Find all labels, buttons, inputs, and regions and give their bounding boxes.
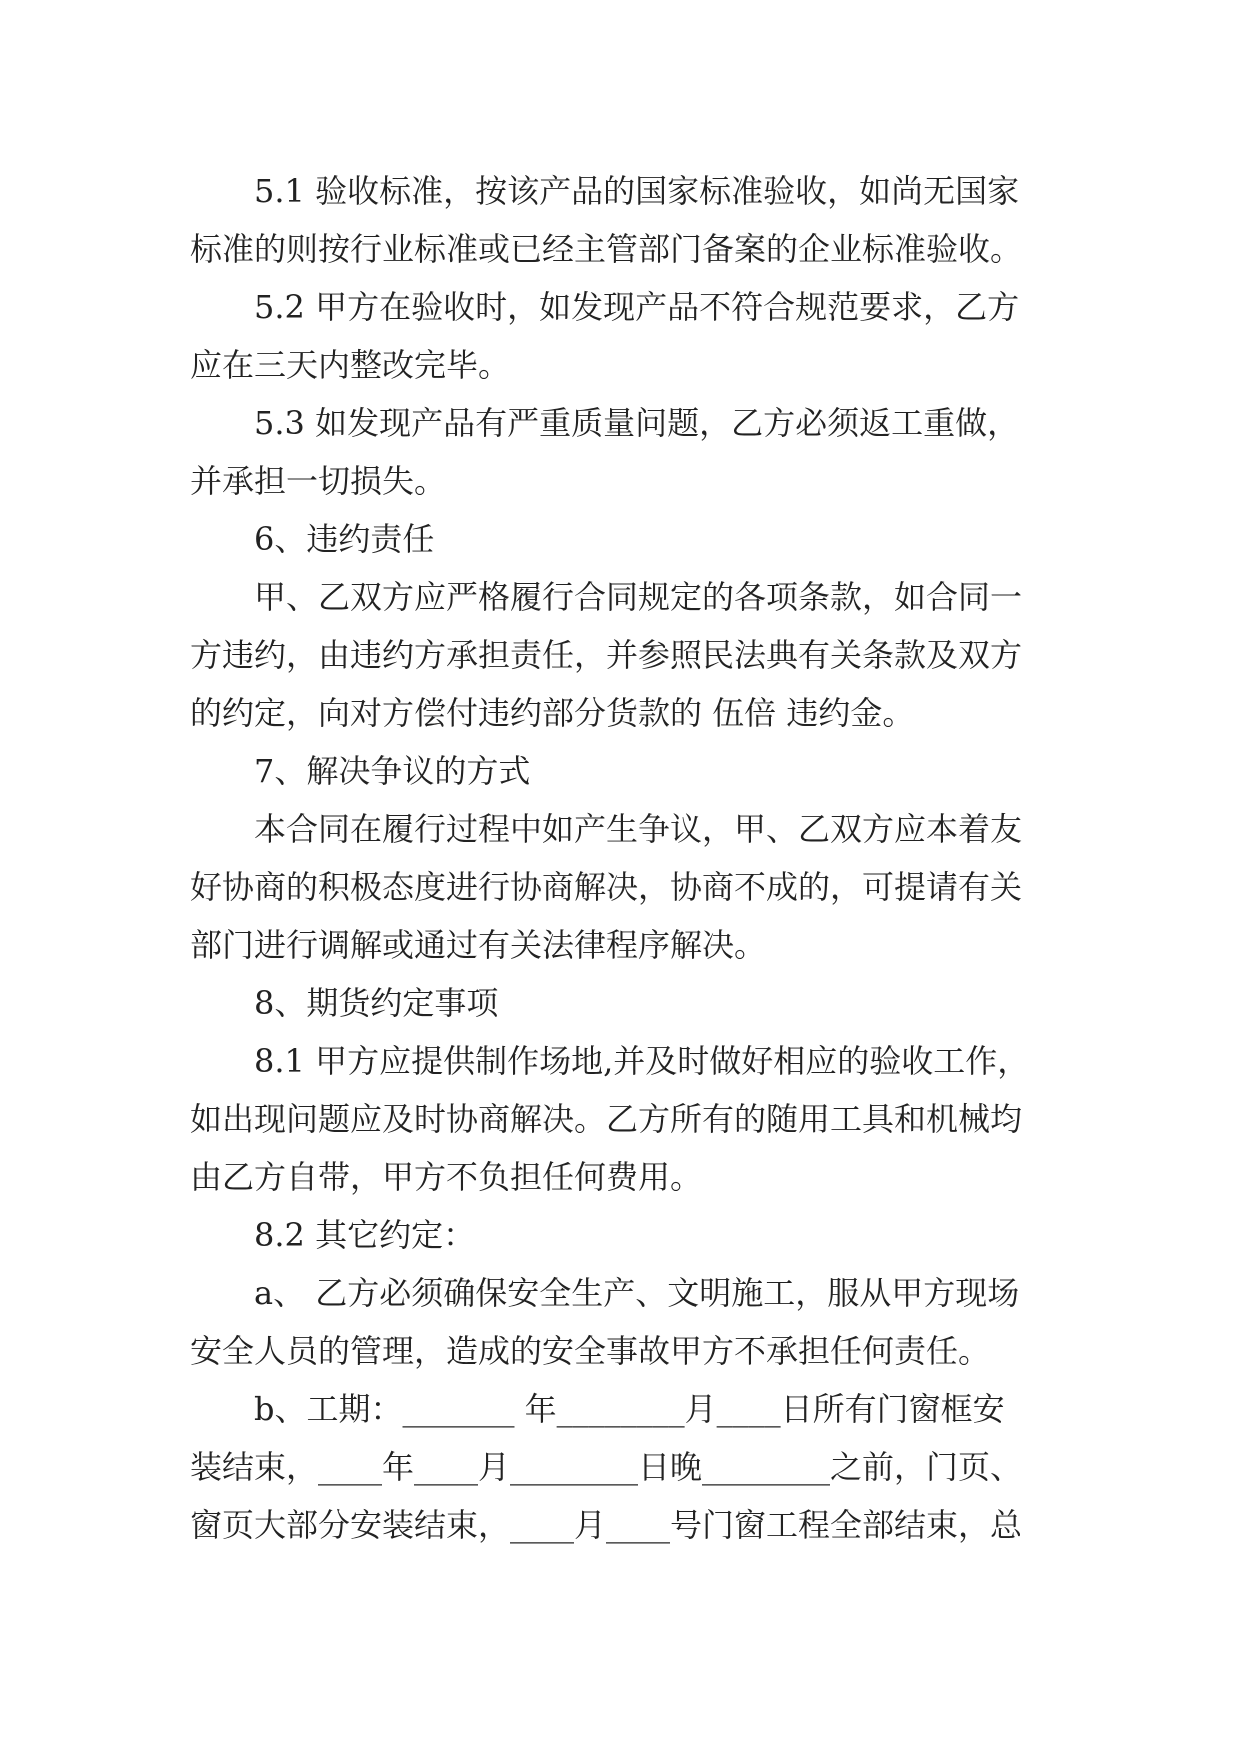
item-a-line-1: a、 乙方必须确保安全生产、文明施工，服从甲方现场 [254, 1274, 1020, 1312]
clause-5-3-line-1: 5.3 如发现产品有严重质量问题，乙方必须返工重做， [254, 404, 1020, 442]
clause-8-1-line-2: 如出现问题应及时协商解决。乙方所有的随用工具和机械均 [190, 1100, 1023, 1138]
clause-5-1-line-2: 标准的则按行业标准或已经主管部门备案的企业标准验收。 [190, 230, 1023, 268]
clause-8-1-line-1: 8.1 甲方应提供制作场地,并及时做好相应的验收工作， [254, 1042, 1030, 1080]
section-7-line-1: 本合同在履行过程中如产生争议，甲、乙双方应本着友 [254, 810, 1023, 848]
section-7-line-3: 部门进行调解或通过有关法律程序解决。 [190, 926, 767, 964]
clause-5-3-line-2: 并承担一切损失。 [190, 462, 447, 500]
section-6-line-3: 的约定，向对方偿付违约部分货款的 伍倍 违约金。 [190, 694, 915, 732]
section-6-line-2: 方违约，由违约方承担责任，并参照民法典有关条款及双方 [190, 636, 1023, 674]
clause-5-2-line-2: 应在三天内整改完毕。 [190, 346, 511, 384]
item-b-line-2: 装结束，____年____月________日晚________之前，门页、 [190, 1448, 1023, 1486]
clause-5-1-line-1: 5.1 验收标准，按该产品的国家标准验收，如尚无国家 [254, 172, 1020, 210]
section-7-heading: 7、解决争议的方式 [254, 752, 531, 790]
item-b-line-1: b、工期：_______ 年________月____日所有门窗框安 [254, 1390, 1005, 1428]
item-a-line-2: 安全人员的管理，造成的安全事故甲方不承担任何责任。 [190, 1332, 991, 1370]
clause-8-1-line-3: 由乙方自带，甲方不负担任何费用。 [190, 1158, 703, 1196]
section-6-heading: 6、违约责任 [254, 520, 435, 558]
clause-8-2-heading: 8.2 其它约定： [254, 1216, 476, 1254]
clause-5-2-line-1: 5.2 甲方在验收时，如发现产品不符合规范要求，乙方 [254, 288, 1020, 326]
item-b-line-3: 窗页大部分安装结束，____月____号门窗工程全部结束，总 [190, 1506, 1023, 1544]
section-8-heading: 8、期货约定事项 [254, 984, 499, 1022]
section-6-line-1: 甲、乙双方应严格履行合同规定的各项条款，如合同一 [254, 578, 1023, 616]
document-body [190, 162, 1050, 1554]
section-7-line-2: 好协商的积极态度进行协商解决，协商不成的，可提请有关 [190, 868, 1023, 906]
